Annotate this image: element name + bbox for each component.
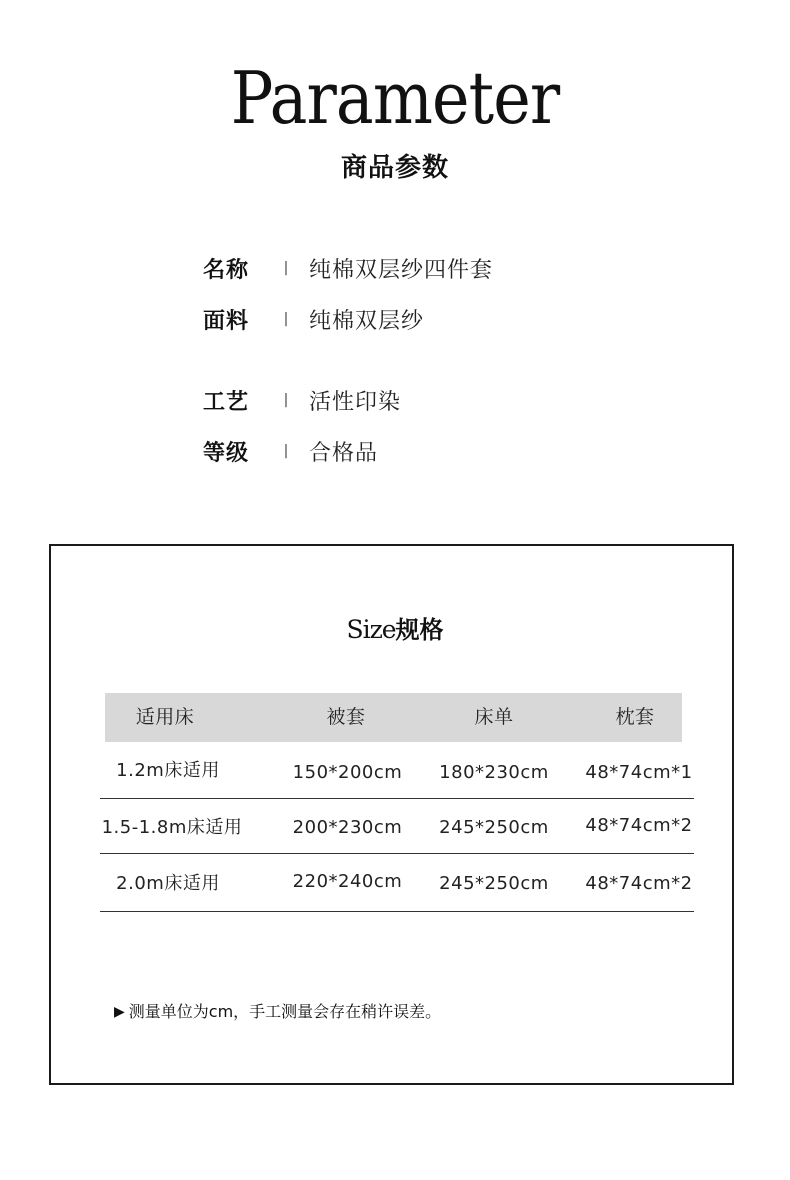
table-cell: 245*250cm [439, 873, 549, 894]
table-header-cell: 枕套 [615, 706, 655, 728]
param-row-fabric [203, 303, 424, 335]
param-value: 纯棉双层纱四件套 [309, 257, 494, 283]
table-cell: 245*250cm [439, 817, 549, 838]
table-cell: 1.2m床适用 [116, 760, 220, 781]
param-key: 名称 [203, 257, 250, 283]
table-cell: 200*230cm [292, 817, 403, 838]
param-separator: | [283, 443, 289, 459]
param-row-craft [203, 384, 401, 416]
table-row-divider [100, 911, 694, 912]
measurement-note-text: 测量单位为cm，手工测量会存在稍许误差。 [128, 1002, 442, 1021]
param-key: 面料 [203, 308, 250, 334]
param-value: 合格品 [309, 440, 379, 466]
table-cell: 220*240cm [292, 871, 403, 892]
table-row-divider [100, 853, 694, 854]
size-section-title [0, 610, 790, 645]
table-header-cell: 适用床 [135, 706, 195, 728]
param-key: 等级 [203, 440, 250, 466]
param-row-name [203, 252, 493, 284]
page-title-en: Parameter [230, 56, 560, 140]
table-cell: 1.5-1.8m床适用 [101, 817, 243, 838]
size-title-cn: 规格 [395, 616, 444, 644]
param-separator: | [283, 311, 289, 327]
table-cell: 150*200cm [292, 762, 403, 783]
measurement-note [114, 1000, 441, 1024]
table-cell: 48*74cm*2 [585, 873, 693, 894]
param-key: 工艺 [203, 389, 250, 415]
table-cell: 2.0m床适用 [116, 873, 220, 894]
table-row-divider [100, 798, 694, 799]
table-cell: 48*74cm*2 [585, 815, 693, 836]
table-header-cell: 床单 [474, 706, 514, 728]
page-title-cn: 商品参数 [340, 153, 449, 183]
size-title-en: Size [346, 615, 396, 644]
table-cell: 48*74cm*1 [585, 762, 693, 783]
table-cell: 180*230cm [439, 762, 549, 783]
param-value: 活性印染 [309, 389, 402, 415]
param-separator: | [283, 260, 289, 276]
param-separator: | [283, 392, 289, 408]
triangle-bullet-icon: ▶ [114, 1004, 125, 1020]
table-header-cell: 被套 [326, 706, 366, 728]
param-row-grade [203, 435, 378, 467]
param-value: 纯棉双层纱 [309, 308, 425, 334]
